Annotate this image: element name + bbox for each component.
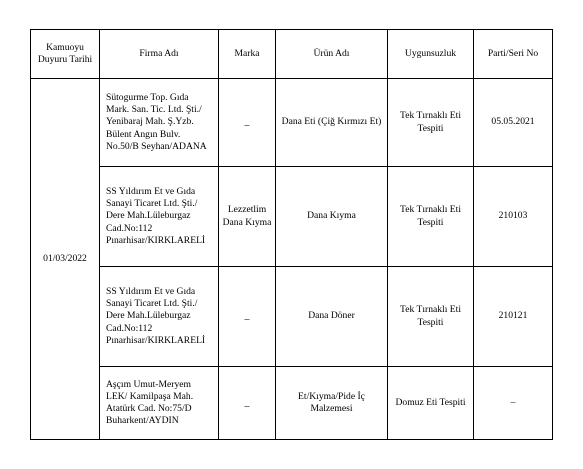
compliance-cell: Tek Tırnaklı Eti Tespiti [388,167,474,267]
header-row [31,30,553,79]
batch-cell: 05.05.2021 [474,79,553,167]
compliance-cell: Tek Tırnaklı Eti Tespiti [388,79,474,167]
header-batch: Parti/Seri No [474,30,553,79]
brand-cell: Lezzetlim Dana Kıyma [219,167,276,267]
product-cell: Dana Eti (Çiğ Kırmızı Et) [276,79,388,167]
firm-cell: Sütogurme Top. Gıda Mark. San. Tic. Ltd. Şti./ Yenibaraj Mah. Ş.Yzb. Bülent Angın Bulv. No.50/B Seyhan/ADANA [100,79,219,167]
header-compliance: Uygunsuzluk [388,30,474,79]
header-date: Kamuoyu Duyuru Tarihi [31,30,100,79]
header-brand: Marka [219,30,276,79]
announcement-date: 01/03/2022 [31,79,100,440]
header-product: Ürün Adı [276,30,388,79]
batch-cell: 210121 [474,267,553,367]
brand-cell: _ [219,79,276,167]
batch-cell: 210103 [474,167,553,267]
compliance-cell: Domuz Eti Tespiti [388,367,474,440]
firm-cell: SS Yıldırım Et ve Gıda Sanayi Ticaret Ltd. Şti./ Dere Mah.Lüleburgaz Cad.No:112 Pınarhisar/KIRKLARELİ [100,167,219,267]
brand-cell: _ [219,367,276,440]
table-row [31,167,553,267]
table-row [31,267,553,367]
compliance-cell: Tek Tırnaklı Eti Tespiti [388,267,474,367]
brand-cell: _ [219,267,276,367]
firm-cell: SS Yıldırım Et ve Gıda Sanayi Ticaret Ltd. Şti./ Dere Mah.Lüleburgaz Cad.No:112 Pınarhisar/KIRKLARELİ [100,267,219,367]
product-cell: Dana Döner [276,267,388,367]
table-row [31,367,553,440]
table-header [31,30,553,79]
announcement-table [30,29,553,440]
product-cell: Dana Kıyma [276,167,388,267]
batch-cell: – [474,367,553,440]
firm-cell: Aşçım Umut-Meryem LEK/ Kamilpaşa Mah. Atatürk Cad. No:75/D Buharkent/AYDIN [100,367,219,440]
product-cell: Et/Kıyma/Pide İç Malzemesi [276,367,388,440]
header-firm: Firma Adı [100,30,219,79]
table-body [31,79,553,440]
table-row [31,79,553,167]
